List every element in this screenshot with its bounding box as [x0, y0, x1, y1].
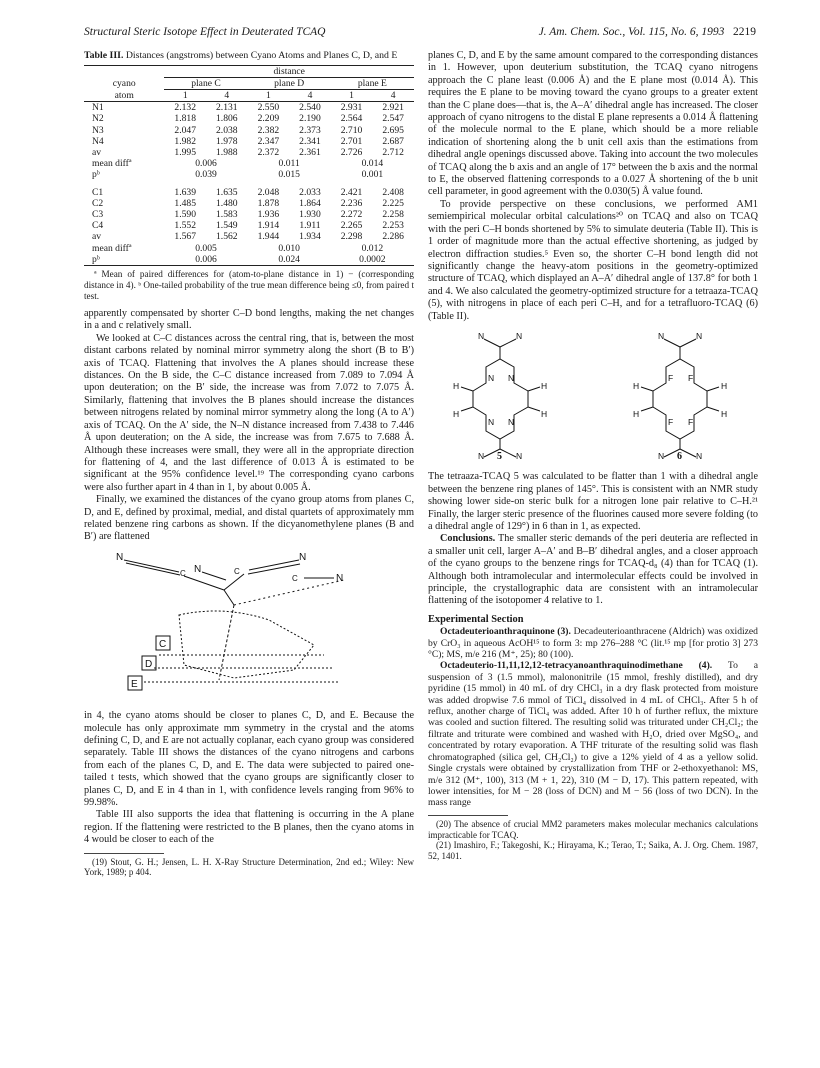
table-cell: 1.930 — [299, 209, 321, 221]
table-cell: 0.011 — [278, 158, 300, 170]
paragraph: apparently compensated by shorter C–D bond lengths, making the net changes in a and c relatively small. — [84, 308, 414, 332]
sub-header: 4 — [372, 90, 414, 102]
row-label: pᵇ — [92, 253, 100, 265]
paragraph: in 4, the cyano atoms should be closer to planes C, D, and E. Because the molecule has only approximate mm symmetry in the crystal and the atoms defining C, D, and E are not actually coplanar, each cyano group was considered separately. Table III shows the distances of the cyano nitrogens and carbons from each of the planes C, D, and E. The data were subjected to paired one-tailed t tests, which showed that the cyano groups are significantly closer to planes C, D, and E in 4 than in 1, with confidence levels ranging from 96% to 99.98%. — [84, 710, 414, 809]
table-cell: 2.373 — [299, 124, 321, 136]
table-cell: 2.298 — [340, 231, 363, 243]
table-row — [84, 209, 414, 220]
label-c: C — [234, 566, 240, 576]
sub-header: 1 — [331, 90, 373, 102]
right-column — [428, 50, 758, 862]
table-caption — [84, 50, 414, 62]
tetrafluoro-skeleton — [653, 359, 707, 439]
atom-f: F — [668, 372, 674, 383]
table-cell: 1.485 — [174, 197, 197, 209]
planes-diagram — [84, 550, 414, 700]
table-label: Table III. — [84, 50, 124, 61]
row-label: av — [92, 147, 102, 159]
table-cell: 0.014 — [361, 158, 384, 170]
table-cell: 1.552 — [174, 220, 197, 232]
table-caption-text: Distances (angstroms) between Cyano Atoms and Planes C, D, and E — [125, 50, 398, 61]
conclusions-paragraph — [428, 533, 758, 607]
table-cell: 2.048 — [257, 186, 280, 198]
ch-bond — [528, 407, 540, 411]
table-cell: 2.265 — [340, 220, 363, 232]
table-cell: 1.911 — [299, 220, 321, 232]
header-plane-c: plane C — [164, 77, 247, 89]
table-cell: 1.982 — [174, 135, 197, 147]
atom-h: H — [453, 408, 460, 419]
atom-h: H — [453, 380, 460, 391]
row-label: av — [92, 231, 102, 243]
ch-bond — [461, 407, 473, 411]
table-cell: 1.567 — [174, 231, 197, 243]
paragraph: Table III also supports the idea that flattening is occurring in the A plane region. If the flattening were restricted to the B planes, then the cyano atoms in 4 would be closer to each of the — [84, 809, 414, 846]
table-cell: 0.001 — [361, 169, 384, 181]
footnote-21: (21) Imashiro, F.; Takegoshi, K.; Hirayama, K.; Terao, T.; Saika, A. J. Org. Chem. 1987, 52, 1401. — [428, 840, 758, 862]
table-cell: 2.131 — [216, 102, 238, 114]
header-empty — [84, 65, 164, 77]
header-atom: atom — [84, 90, 164, 102]
table-cell: 1.639 — [174, 186, 197, 198]
row-label: N2 — [92, 113, 104, 125]
compound-4-text: To a suspension of 3 (1.5 mmol), malononitrile (15 mmol, freshly distilled), and dry pyridine (15 mmol) in 40 mL of dry CHCl₃ in a dry flask protected from moisture was added dropwise 7.6 mmol of TiCl₄ dissolved in 4 mL of CHCl₃. After 5 h of reflux, another charge of TiCl₄ was added. After 10 h of further reflux, the mixture was cooled and suction filtered. The resulting solid was triturated under CH₂Cl₂; the filtrate and triturate were combined and washed with H₂O, dried over MgSO₄, and concentrated by rotary evaporation. A THF triturate of the resulting solid was flash chromatographed (silica gel, CH₂Cl₂) to give a 12% yield of 4 as a yellow solid. Single crystals were obtained by crystallization from THF or 2-ethoxyethanol: MS, m/e 312 (M⁺, 100), 313 (M + 1, 22), 310 (M − D, 17). This pattern repeated, with lower intensities, for M − 28 (loss of DCN) and M − 56 (loss of two DCN). In the mass range — [428, 660, 758, 809]
ch-bond — [641, 387, 653, 391]
table-cell: 2.931 — [340, 102, 363, 114]
table-cell: 1.914 — [257, 220, 280, 232]
table-cell: 1.944 — [257, 231, 280, 243]
cyano-bond — [126, 563, 180, 575]
table-cell: 2.225 — [382, 197, 404, 209]
cyano-bond — [484, 339, 500, 347]
table-cell: 2.361 — [299, 147, 321, 159]
table-cell: 0.039 — [195, 169, 217, 181]
atom-h: H — [633, 380, 640, 391]
label-n: N — [116, 551, 124, 563]
table-cell: 1.995 — [174, 147, 197, 159]
sub-header: 1 — [248, 90, 290, 102]
atom-h: H — [541, 408, 548, 419]
bond — [224, 590, 234, 605]
table-cell: 2.408 — [382, 186, 404, 198]
ch-bond — [528, 387, 540, 391]
label-n: N — [336, 572, 344, 584]
ch-bond — [707, 407, 719, 411]
table-cell: 2.253 — [382, 220, 404, 232]
sub-header: 1 — [164, 90, 206, 102]
paragraph: The tetraaza-TCAQ 5 was calculated to be flatter than 1 with a dihedral angle between the benzene ring planes of 145°. This is consistent with an NMR study showing lower side-on steric bulk for a nitrogen lone pair relative to C–H.²¹ Finally, the larger steric presence of the fluorines caused more severe folding (to a dihedral angle of 129°) in 6 than in 1, as expected. — [428, 471, 758, 532]
running-head — [84, 26, 756, 44]
atom-n: N — [658, 450, 665, 461]
experimental-paragraph — [428, 626, 758, 660]
table-cell: 1.562 — [216, 231, 238, 243]
table-cell: 2.921 — [382, 102, 404, 114]
table-row — [84, 147, 414, 158]
atom-n: N — [478, 330, 485, 341]
row-label: C2 — [92, 197, 104, 209]
table-cell: 2.047 — [174, 124, 197, 136]
running-head-title: Structural Steric Isotope Effect in Deuterated TCAQ — [84, 26, 326, 38]
table-cell: 2.341 — [299, 135, 321, 147]
compound-4-heading: Octadeuterio-11,11,12,12-tetracyanoanthraquinodimethane (4). — [440, 660, 713, 672]
table-cell: 2.540 — [299, 102, 321, 114]
compound-3-text: Decadeuterioanthracene (Aldrich) was oxidized by CrO₃ in aqueous AcOH¹⁵ to form 3: mp 276–288 °C (lit.¹⁵ mp [for protio 3] 273 °C); MS, m/e 216 (M⁺, 25); 80 (100). — [428, 626, 758, 661]
table-cell: 0.012 — [361, 242, 384, 254]
table-cell: 0.010 — [278, 242, 300, 254]
label-n: N — [299, 551, 307, 563]
atom-f: F — [688, 372, 694, 383]
header-plane-e: plane E — [331, 77, 414, 89]
tetraaza-skeleton — [473, 359, 528, 439]
conclusions-heading: Conclusions. — [440, 533, 496, 545]
left-column — [84, 50, 414, 878]
atom-n: N — [488, 416, 495, 427]
table-cell: 2.347 — [257, 135, 280, 147]
table-row — [84, 136, 414, 147]
conclusions-text: The smaller steric demands of the peri deuteria are reflected in a smaller unit cell, larger A–A′ and B–B′ dihedral angles, and a closer approach of the cyano groups to the benzene rings for TCAQ-d₈ (4) than for TCAQ (1). Although both intramolecular and intermolecular effects could be involved in principle, the crystallographic data are consistent with an intramolecular flattening of the isotopomer 4 relative to 1. — [428, 533, 758, 607]
atom-n: N — [508, 416, 515, 427]
table-cell: 1.988 — [216, 147, 238, 159]
row-label: N1 — [92, 102, 104, 114]
sub-header: 4 — [206, 90, 248, 102]
table-cell: 0.006 — [195, 253, 217, 265]
footnote-rule — [84, 853, 164, 854]
row-label: C1 — [92, 186, 104, 198]
table-cell: 2.710 — [340, 124, 363, 136]
paragraph: Finally, we examined the distances of the cyano group atoms from planes C, D, and E, defined by proximal, medial, and distal quartets of approximately mm related benzene ring carbons as shown. If the dicyanomethylene planes (B and B′) are flattened — [84, 494, 414, 543]
table-row-summary — [84, 243, 414, 254]
atom-n: N — [658, 330, 665, 341]
experimental-heading: Experimental Section — [428, 613, 524, 625]
table-cell: 2.272 — [340, 209, 363, 221]
table-cell: 2.382 — [257, 124, 280, 136]
table-row-summary — [84, 158, 414, 169]
distance-table — [84, 65, 414, 265]
table-cell: 2.564 — [340, 113, 363, 125]
plane-e-label: E — [131, 678, 138, 690]
header-plane-d: plane D — [248, 77, 331, 89]
table-cell: 2.190 — [299, 113, 321, 125]
label-n: N — [194, 563, 202, 575]
carbon-rows — [84, 181, 414, 265]
header-distance: distance — [164, 65, 414, 77]
table-cell: 0.006 — [195, 158, 217, 170]
table-cell: 1.818 — [174, 113, 197, 125]
experimental-paragraph — [428, 660, 758, 808]
table-cell: 2.258 — [382, 209, 404, 221]
paragraph: We looked at C–C distances across the central ring, that is, between the most distant carbons related by nominal mirror symmetry along the short (B to B′) axis of TCAQ. Flattening that involves the A planes should increase these distances. On the B side, the C–C distance increased from 7.089 to 7.094 Å upon deuteration; on the B′ side, the increase was from 7.072 to 7.075 Å. Similarly, flattening that involves the B planes should increase the distances between nitrogens related by nominal mirror symmetry along the long (A to A′) axis of TCAQ. On the A′ side, the N–N distance increased from 7.438 to 7.446 Å upon deuteration; on the A side, the increase was from 7.675 to 7.688 Å. Although these increases were small, they were all in the appropriate direction for flattening of 4, and the last difference of 0.013 Å is estimated to be significant at the 95% confidence level.¹⁹ The corresponding cyano carbons were also further apart in 4 than in 1, by about 0.005 Å. — [84, 332, 414, 493]
cyano-bond — [664, 339, 680, 347]
paragraph: To provide perspective on these conclusions, we performed AM1 semiempirical molecular orbital calculations²⁰ on TCAQ and also on TCAQ with the peri C–H bonds shortened by 5% to simulate deuteria (Table II). This is 1 order of magnitude more than the actual effective shortening, as judged by electron diffraction studies.⁵ Even so, the shorter C–H bond length did not significantly change the heavy-atom positions in the geometry-optimized structure of TCAQ, which displayed an A–A′ dihedral angle of 137.8° for both 1 and 4. We also calculated the geometry-optimized structure for a tetraaza-TCAQ (5), with nitrogens in place of each peri C–H, and for a tetrafluoro-TCAQ (6) (Table II). — [428, 198, 758, 322]
table-cell: 2.132 — [174, 102, 197, 114]
table-cell: 2.421 — [340, 186, 363, 198]
table-cell: 2.726 — [340, 147, 363, 159]
label-c: C — [180, 568, 186, 578]
table-footnote: ª Mean of paired differences for (atom-to-plane distance in 1) − (corresponding distance in 4). ᵇ One-tailed probability of the true mean difference being ≤0, from paired t test. — [84, 269, 414, 302]
row-label: N4 — [92, 135, 104, 147]
cyano-bond — [124, 560, 179, 572]
table-row — [84, 220, 414, 231]
table-cell: 0.005 — [195, 242, 217, 254]
footnote-19: (19) Stout, G. H.; Jensen, L. H. X-Ray Structure Determination, 2nd ed.; Wiley: New York, 1989; p 404. — [84, 856, 414, 878]
compound-5-label: 5 — [497, 450, 502, 461]
footnote-20: (20) The absence of crucial MM2 parameters makes molecular mechanics calculations impracticable for TCAQ. — [428, 818, 758, 840]
dotted-link — [234, 580, 344, 605]
atom-n: N — [696, 450, 703, 461]
table-row — [84, 113, 414, 124]
table-row — [84, 102, 414, 114]
structures-5-6 — [428, 331, 758, 461]
table-cell: 0.0002 — [359, 253, 386, 265]
plane-c-label: C — [159, 638, 167, 650]
ch-bond — [707, 387, 719, 391]
table-cell: 1.590 — [174, 209, 197, 221]
compound-6-label: 6 — [677, 450, 682, 461]
table-cell: 1.549 — [216, 220, 238, 232]
table-cell: 2.687 — [382, 135, 404, 147]
footnote-rule — [428, 815, 508, 816]
cyano-bond — [500, 449, 516, 457]
journal-citation: J. Am. Chem. Soc., Vol. 115, No. 6, 1993 — [538, 26, 725, 38]
atom-n: N — [478, 450, 485, 461]
compound-3-heading: Octadeuterioanthraquinone (3). — [440, 626, 571, 638]
bond — [184, 576, 224, 590]
table-cell: 1.480 — [216, 197, 238, 209]
table-cell: 2.712 — [382, 147, 404, 159]
atom-h: H — [721, 408, 728, 419]
table-cell: 1.806 — [216, 113, 238, 125]
table-cell: 0.024 — [278, 253, 300, 265]
label-c: C — [292, 573, 298, 583]
page-number: 2219 — [733, 26, 756, 38]
table-cell: 1.635 — [216, 186, 238, 198]
table-row — [84, 125, 414, 136]
nitrogen-rows — [84, 102, 414, 181]
sub-header: 4 — [289, 90, 331, 102]
plane-d-label: D — [145, 658, 153, 670]
table-cell: 2.038 — [216, 124, 238, 136]
table-cell: 1.978 — [216, 135, 238, 147]
atom-f: F — [688, 416, 694, 427]
table-cell: 2.286 — [382, 231, 404, 243]
atom-n: N — [516, 450, 523, 461]
atom-h: H — [541, 380, 548, 391]
table-row-summary — [84, 254, 414, 265]
table-cell: 1.583 — [216, 209, 238, 221]
header-cyano: cyano — [112, 77, 136, 89]
atom-h: H — [633, 408, 640, 419]
table-cell: 1.864 — [299, 197, 321, 209]
table-row — [84, 198, 414, 209]
dashed-bond — [219, 605, 234, 680]
bond — [224, 574, 244, 590]
table-cell: 0.015 — [278, 169, 300, 181]
cyano-bond — [680, 339, 696, 347]
table-bottom-rule — [84, 265, 414, 266]
table-row-summary — [84, 169, 414, 180]
ch-bond — [641, 407, 653, 411]
table-cell: 2.033 — [299, 186, 321, 198]
atom-n: N — [516, 330, 523, 341]
table-cell: 2.236 — [340, 197, 363, 209]
table-cell: 1.936 — [257, 209, 280, 221]
table-row — [84, 231, 414, 242]
row-label: C3 — [92, 209, 104, 221]
table-cell: 2.701 — [340, 135, 363, 147]
row-label: mean diffª — [92, 242, 132, 254]
paragraph: planes C, D, and E by the same amount compared to the corresponding distances in 1. However, upon deuterium substitution, the TCAQ cyano nitrogens approach the C plane least (0.006 Å) and the E plane most (0.014 Å). This requires the E plane to be moving toward the cyano groups to a greater extent than the C plane does—that is, the A–A′ dihedral angle has increased. The closer approach of cyano nitrogens to the distal E plane represents a 0.014 Å flattening of the molecule normal to the E plane, which should be a more reliable indication of shortening along the b unit cell axis than the estimations from dihedral angle openings discussed above. Taking into account the two molecules of TCAQ along the b axis and an angle of 17° between the b axis and the normal to E, the observed flattening corresponds to a 0.027 Å shortening of the b unit cell parameter, in good agreement with the 0.030(5) Å value found. — [428, 50, 758, 198]
table-cell: 2.209 — [257, 113, 280, 125]
ch-bond — [461, 387, 473, 391]
table-cell: 2.550 — [257, 102, 280, 114]
row-label: C4 — [92, 220, 104, 232]
cyano-bond — [202, 572, 226, 580]
cyano-bond — [500, 339, 516, 347]
row-label: pᵇ — [92, 169, 100, 181]
atom-f: F — [668, 416, 674, 427]
table-cell: 2.372 — [257, 147, 280, 159]
cyano-bond — [680, 449, 696, 457]
table-row — [84, 181, 414, 198]
table-cell: 1.934 — [299, 231, 321, 243]
atom-n: N — [696, 330, 703, 341]
atom-n: N — [488, 372, 495, 383]
atom-n: N — [508, 372, 515, 383]
running-head-journal — [539, 26, 756, 38]
row-label: mean diffª — [92, 158, 132, 170]
table-cell: 2.695 — [382, 124, 404, 136]
row-label: N3 — [92, 124, 104, 136]
atom-h: H — [721, 380, 728, 391]
table-cell: 1.878 — [257, 197, 280, 209]
table-cell: 2.547 — [382, 113, 404, 125]
